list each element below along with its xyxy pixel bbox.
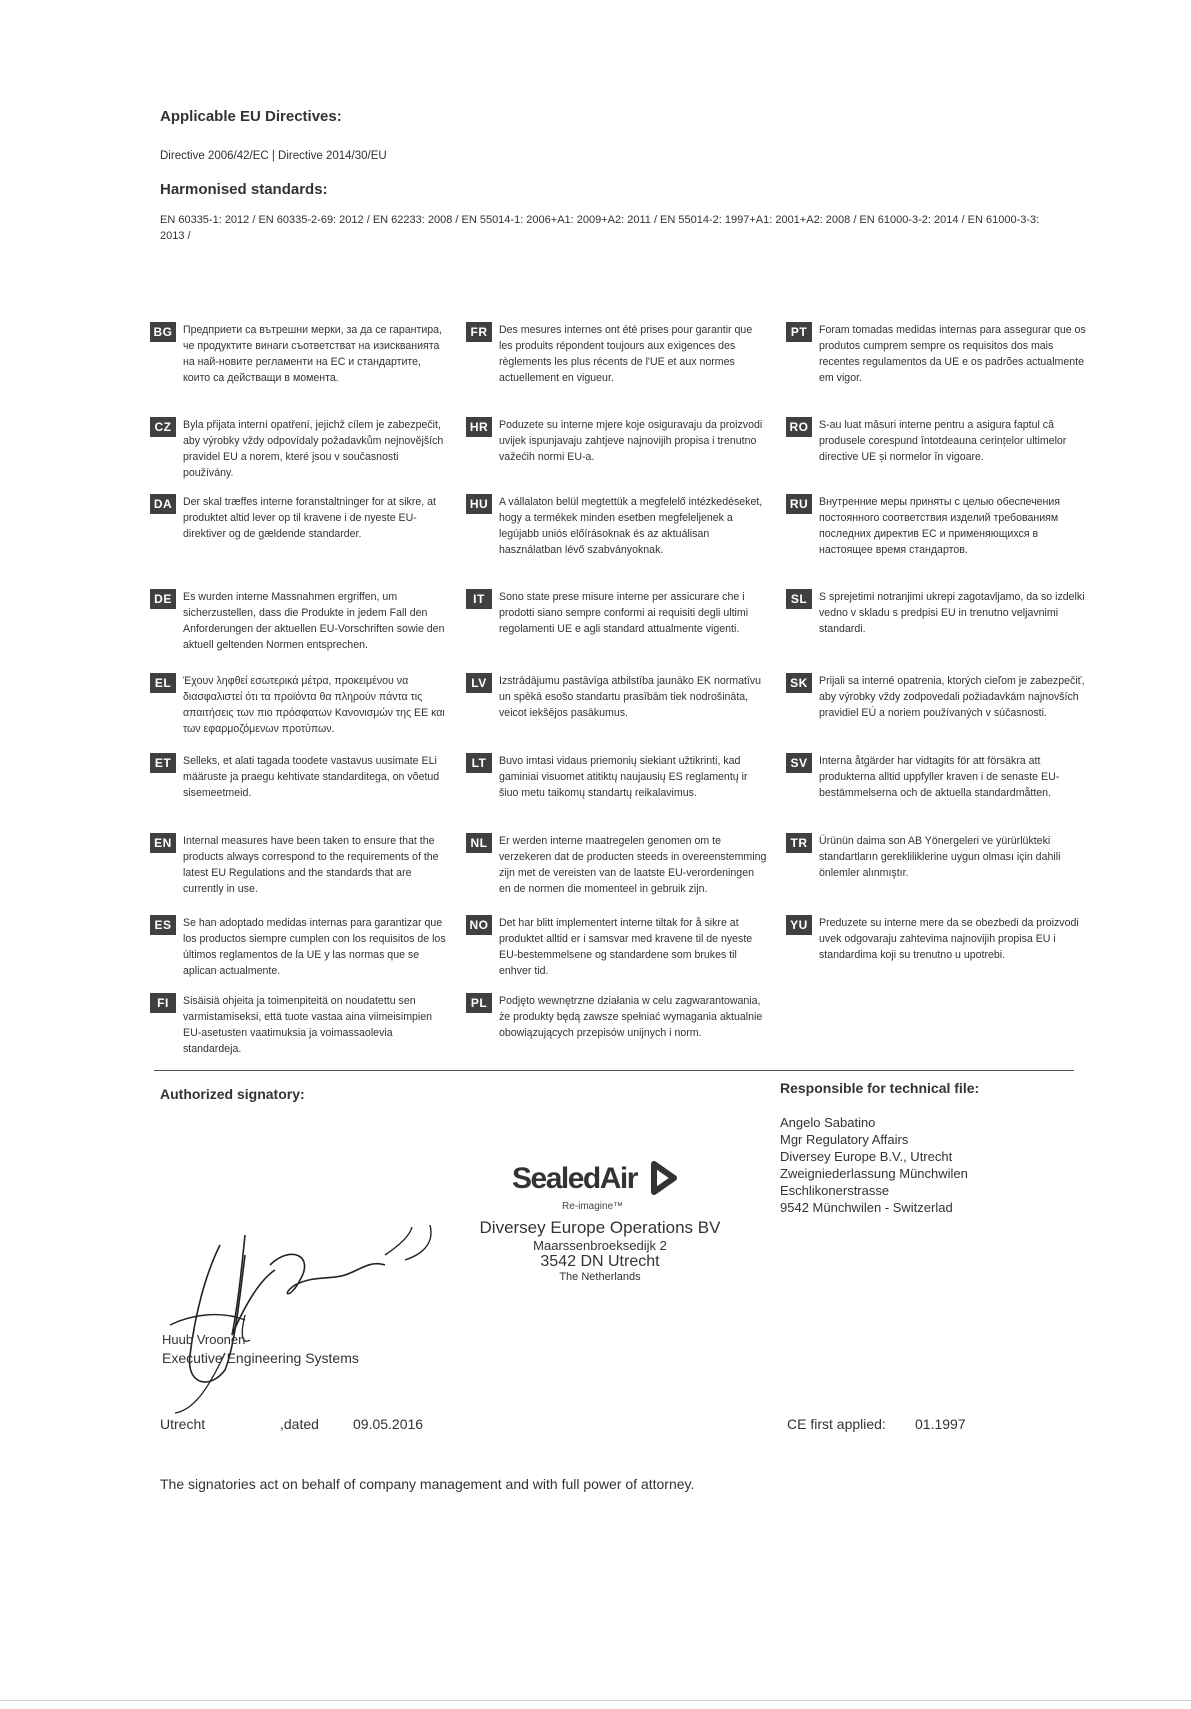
dated-label: ,dated (280, 1416, 319, 1432)
lang-badge: EL (150, 673, 176, 693)
lang-text: Det har blitt implementert interne tiltak for å sikre at produktet alltid er i samsvar med kravene til de nyeste EU-bestemmelsene og standardene som brukes til enhver tid. (499, 917, 753, 977)
lang-text: Er werden interne maatregelen genomen om te verzekeren dat de producten steeds in overeenstemming zijn met de vereisten van de laatste EU-verordeningen en de normen die momenteel in gebruik zijn. (499, 835, 767, 895)
standards-list: EN 60335-1: 2012 / EN 60335-2-69: 2012 / EN 62233: 2008 / EN 55014-1: 2006+A1: 2009+A2: 2011 / EN 55014-2: 1997+A1: 2001+A2: 2008 / EN 61000-3-2: 2014 / EN 61000-3-3: 2013 / (160, 214, 1040, 242)
lang-badge: RU (786, 494, 812, 514)
company-name: Diversey Europe Operations BV (479, 1218, 721, 1237)
lang-badge: SV (786, 753, 812, 773)
lang-badge: FI (150, 993, 176, 1013)
lang-text: S sprejetimi notranjimi ukrepi zagotavljamo, da so izdelki vedno v skladu s predpisi EU in trenutno veljavnimi standardi. (819, 591, 1085, 635)
lang-text: S-au luat măsuri interne pentru a asigura faptul că produsele corespund întotdeauna cerințelor ultimelor directive UE și normelor în vigoare. (819, 419, 1067, 463)
lang-text: Внутренние меры приняты с целью обеспечения постоянного соответствия изделий требованиям последних директив ЕС и применяющихся в настоящее время стандартов. (819, 496, 1061, 556)
lang-badge: RO (786, 417, 812, 437)
lang-text: Selleks, et alati tagada toodete vastavus uusimate ELi määruste ja praegu kehtivate standarditega, on võetud sisemeetmeid. (183, 755, 440, 799)
company-street: Maarssenbroeksedijk 2 (533, 1238, 667, 1253)
lang-text: Preduzete su interne mere da se obezbedi da proizvodi uvek odgovaraju zahtevima najnovijih propisa EU i standardima koji su trenutno u upotrebi. (819, 917, 1079, 961)
lang-text: Prijali sa interné opatrenia, ktorých cieľom je zabezpečiť, aby výrobky vždy zodpovedali požiadavkám najnovších pravidiel EÚ a noriem používaných v súčasnosti. (819, 675, 1085, 719)
lang-badge: DE (150, 589, 176, 609)
lang-badge: ES (150, 915, 176, 935)
lang-badge: CZ (150, 417, 176, 437)
handwritten-signature (150, 1185, 490, 1415)
lang-text: Des mesures internes ont été prises pour garantir que les produits répondent toujours aux exigences des règlements les plus récents de l'UE et aux normes actuellement en vigueur. (499, 324, 753, 384)
lang-badge: SK (786, 673, 812, 693)
bottom-edge-line (0, 1700, 1191, 1701)
lang-badge: HU (466, 494, 492, 514)
lang-badge: EN (150, 833, 176, 853)
lang-text: Der skal træffes interne foranstaltninger for at sikre, at produktet altid lever op til kravene i de nyeste EU-direktiver og de gældende standarder. (183, 496, 436, 540)
standards-heading: Harmonised standards: (160, 181, 328, 198)
lang-text: Podjęto wewnętrzne działania w celu zagwarantowania, że produkty będą zawsze spełniać wymagania aktualnie obowiązujących przepisów unijnych i norm. (499, 995, 763, 1039)
lang-text: Byla přijata interní opatření, jejichž cílem je zabezpečit, aby výrobky vždy odpovídaly požadavkům nejnovějších pravidel EU a norem, které jsou v současnosti používány. (183, 419, 444, 479)
lang-text: A vállalaton belül megtettük a megfelelő intézkedéseket, hogy a termékek minden esetben megfeleljenek a legújabb uniós előírásoknak és az aktuálisan használatban lévő szabványoknak. (499, 496, 763, 556)
signing-date: 09.05.2016 (353, 1416, 424, 1432)
signing-city: Utrecht (160, 1416, 206, 1432)
lang-badge: DA (150, 494, 176, 514)
lang-badge: FR (466, 322, 492, 342)
section-divider (154, 1070, 1074, 1071)
lang-text: Foram tomadas medidas internas para assegurar que os produtos cumprem sempre os requisitos dos mais recentes regulamentos da UE e os padrões actualmente em vigor. (819, 324, 1086, 384)
company-stamp (450, 1218, 750, 1283)
contact-line: Zweigniederlassung Münchwilen (780, 1166, 968, 1181)
logo-wordmark: SealedAir (512, 1162, 637, 1195)
lang-badge: NO (466, 915, 492, 935)
contact-line: Angelo Sabatino (780, 1115, 876, 1130)
lang-text: Internal measures have been taken to ensure that the products always correspond to the requirements of the latest EU Regulations and the standards that are currently in use. (183, 835, 439, 895)
sealed-air-logo (512, 1158, 682, 1224)
signatory-name: Huub Vroonen (162, 1332, 246, 1347)
lang-badge: TR (786, 833, 812, 853)
contact-line: Diversey Europe B.V., Utrecht (780, 1149, 953, 1164)
lang-text: Buvo imtasi vidaus priemonių siekiant užtikrinti, kad gaminiai visuomet atitiktų naujausių ES reglamentų ir šiuo metu taikomų standartų reikalavimus. (499, 755, 748, 799)
lang-badge: LT (466, 753, 492, 773)
lang-text: Izstrādājumu pastāvīga atbilstība jaunāko EK normatīvu un spēkā esošo standartu prasībām tiek nodrošināta, veicot iekšējos pasākumus. (499, 675, 762, 719)
authorized-signatory-heading: Authorized signatory: (160, 1086, 305, 1102)
lang-text: Es wurden interne Massnahmen ergriffen, um sicherzustellen, dass die Produkte in jedem Fall den Anforderungen der aktuellen EU-Vorschriften sowie den aktuell geltenden Normen entsprechen. (183, 591, 445, 651)
lang-text: Se han adoptado medidas internas para garantizar que los productos siempre cumplen con los requisitos de los últimos reglamentos de la UE y las normas que se aplican actualmente. (183, 917, 446, 977)
lang-badge: YU (786, 915, 812, 935)
lang-badge: HR (466, 417, 492, 437)
company-country: The Netherlands (559, 1271, 641, 1283)
ce-first-applied-value: 01.1997 (915, 1416, 966, 1432)
directives-heading: Applicable EU Directives: (160, 108, 342, 125)
power-of-attorney-note: The signatories act on behalf of company management and with full power of attorney. (160, 1476, 695, 1492)
technical-file-heading: Responsible for technical file: (780, 1080, 980, 1096)
signatory-title: Executive Engineering Systems (162, 1350, 359, 1366)
lang-text: Ürünün daima son AB Yönergeleri ve yürürlükteki standartların gerekliliklerine uygun olması için dahili önlemler alınmıştır. (819, 835, 1061, 879)
lang-text: Interna åtgärder har vidtagits för att försäkra att produkterna alltid uppfyller kraven i de senaste EU-bestämmelserna och de aktuella standardmåtten. (819, 755, 1060, 799)
logo-arrow-icon (648, 1160, 680, 1196)
lang-text: Sono state prese misure interne per assicurare che i prodotti siano sempre conformi ai requisiti degli ultimi regolamenti UE e agli standard attualmente vigenti. (499, 591, 749, 635)
company-city: 3542 DN Utrecht (540, 1253, 660, 1270)
contact-line: Eschlikonerstrasse (780, 1183, 890, 1198)
technical-file-contact (780, 1114, 968, 1216)
lang-badge: ET (150, 753, 176, 773)
lang-text: Έχουν ληφθεί εσωτερικά μέτρα, προκειμένου να διασφαλιστεί ότι τα προϊόντα θα πληρούν πάντα τις απαιτήσεις των πιο πρόσφατων Κανονισμών της ΕΕ και των εφαρμοζόμενων προτύπων. (183, 675, 445, 735)
lang-text: Предприети са вътрешни мерки, за да се гарантира, че продуктите винаги съответстват на изискванията на най-новите регламенти на ЕС и стандартите, които са действащи в момента. (183, 324, 443, 384)
lang-text: Sisäisiä ohjeita ja toimenpiteitä on noudatettu sen varmistamiseksi, että tuote vastaa aina viimeisimpien EU-asetusten vaatimuksia ja voimassaolevia standardeja. (183, 995, 433, 1055)
contact-line: 9542 Münchwilen - Switzerlad (780, 1200, 953, 1215)
logo-tagline: Re-imagine™ (562, 1201, 624, 1212)
lang-badge: IT (466, 589, 492, 609)
lang-badge: PL (466, 993, 492, 1013)
lang-badge: SL (786, 589, 812, 609)
lang-badge: PT (786, 322, 812, 342)
lang-badge: BG (150, 322, 176, 342)
contact-line: Mgr Regulatory Affairs (780, 1132, 909, 1147)
directives-list: Directive 2006/42/EC | Directive 2014/30/EU (160, 150, 387, 162)
lang-badge: LV (466, 673, 492, 693)
lang-text: Poduzete su interne mjere koje osiguravaju da proizvodi uvijek ispunjavaju zahtjeve najnovijih propisa i trenutno važećih normi EU-a. (499, 419, 763, 463)
lang-badge: NL (466, 833, 492, 853)
ce-first-applied-label: CE first applied: (787, 1416, 886, 1432)
